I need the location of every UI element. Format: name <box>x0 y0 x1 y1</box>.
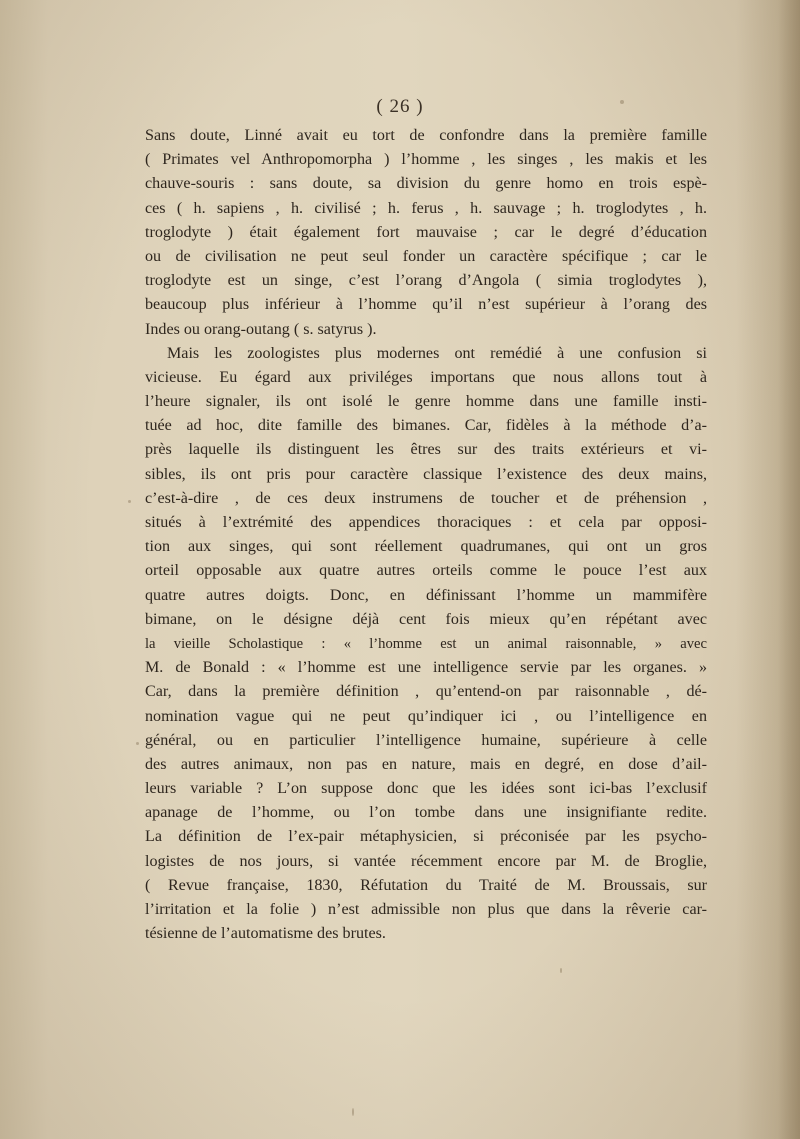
text-line: Sans doute, Linné avait eu tort de confondre dans la première famille <box>145 127 707 144</box>
text-line: chauve-souris : sans doute, sa division du genre homo en trois espè- <box>145 175 707 193</box>
text-line: bimane, on le désigne déjà cent fois mieux qu’en répétant avec <box>145 610 707 628</box>
text-line: La définition de l’ex-pair métaphysicien, si préconisée par les psycho- <box>145 828 707 846</box>
text-line: nomination vague qui ne peut qu’indiquer ici , ou l’intelligence en <box>145 707 707 725</box>
text-line: apanage de l’homme, ou l’on tombe dans une insignifiante redite. <box>145 804 707 822</box>
text-line: troglodyte est un singe, c’est l’orang d’Angola ( simia troglodytes ), <box>145 272 707 290</box>
text-line: la vieille Scholastique : « l’homme est un animal raisonnable, » avec <box>145 635 707 652</box>
text-line: tuée ad hoc, dite famille des bimanes. Car, fidèles à la méthode d’a- <box>145 417 707 435</box>
text-line: des autres animaux, non pas en nature, mais en degré, en dose d’ail- <box>145 755 707 773</box>
text-line: vicieuse. Eu égard aux priviléges importans que nous allons tout à <box>145 368 707 386</box>
text-line: tésienne de l’automatisme des brutes. <box>145 925 386 943</box>
text-line: près laquelle ils distinguent les êtres sur des traits extérieurs et vi- <box>145 441 707 459</box>
text-line: Car, dans la première définition , qu’entend-on par raisonnable , dé- <box>145 683 707 701</box>
text-line: troglodyte ) était également fort mauvaise ; car le degré d’éducation <box>145 223 707 241</box>
text-line: ou de civilisation ne peut seul fonder un caractère spécifique ; car le <box>145 247 707 265</box>
text-line: quatre autres doigts. Donc, en définissant l’homme un mammifère <box>145 586 707 604</box>
text-line: Mais les zoologistes plus modernes ont remédié à une confusion si <box>167 344 707 362</box>
text-line: tion aux singes, qui sont réellement quadrumanes, qui ont un gros <box>145 538 707 556</box>
body-text <box>145 124 707 946</box>
paper-speck <box>620 100 624 104</box>
text-line: leurs variable ? L’on suppose donc que les idées sont ici-bas l’exclusif <box>145 780 707 798</box>
text-line: l’irritation et la folie ) n’est admissible non plus que dans la rêverie car- <box>145 901 707 918</box>
paper-speck <box>136 742 139 745</box>
text-line: Indes ou orang-outang ( s. satyrus ). <box>145 320 377 338</box>
page-spine-shadow <box>778 0 800 1139</box>
text-line: général, ou en particulier l’intelligence humaine, supérieure à celle <box>145 731 707 749</box>
page-number: ( 26 ) <box>376 96 424 117</box>
text-line: beaucoup plus inférieur à l’homme qu’il n’est supérieur à l’orang des <box>145 296 707 314</box>
text-line: sibles, ils ont pris pour caractère classique l’existence des deux mains, <box>145 465 707 483</box>
text-line: c’est-à-dire , de ces deux instrumens de toucher et de préhension , <box>145 489 707 507</box>
paper-speck <box>352 1108 354 1116</box>
text-line: logistes de nos jours, si vantée récemment encore par M. de Broglie, <box>145 852 707 870</box>
paper-speck <box>560 968 562 973</box>
text-line: orteil opposable aux quatre autres orteils comme le pouce l’est aux <box>145 562 707 580</box>
text-line: ces ( h. sapiens , h. civilisé ; h. ferus , h. sauvage ; h. troglodytes , h. <box>145 199 707 217</box>
paper-speck <box>128 500 131 503</box>
text-line: l’heure signaler, ils ont isolé le genre homme dans une famille insti- <box>145 393 707 411</box>
text-line: situés à l’extrémité des appendices thoraciques : et cela par opposi- <box>145 514 707 531</box>
text-line: ( Revue française, 1830, Réfutation du Traité de M. Broussais, sur <box>145 876 707 894</box>
text-line: ( Primates vel Anthropomorpha ) l’homme , les singes , les makis et les <box>145 151 707 169</box>
text-line: M. de Bonald : « l’homme est une intelligence servie par les organes. » <box>145 659 707 677</box>
